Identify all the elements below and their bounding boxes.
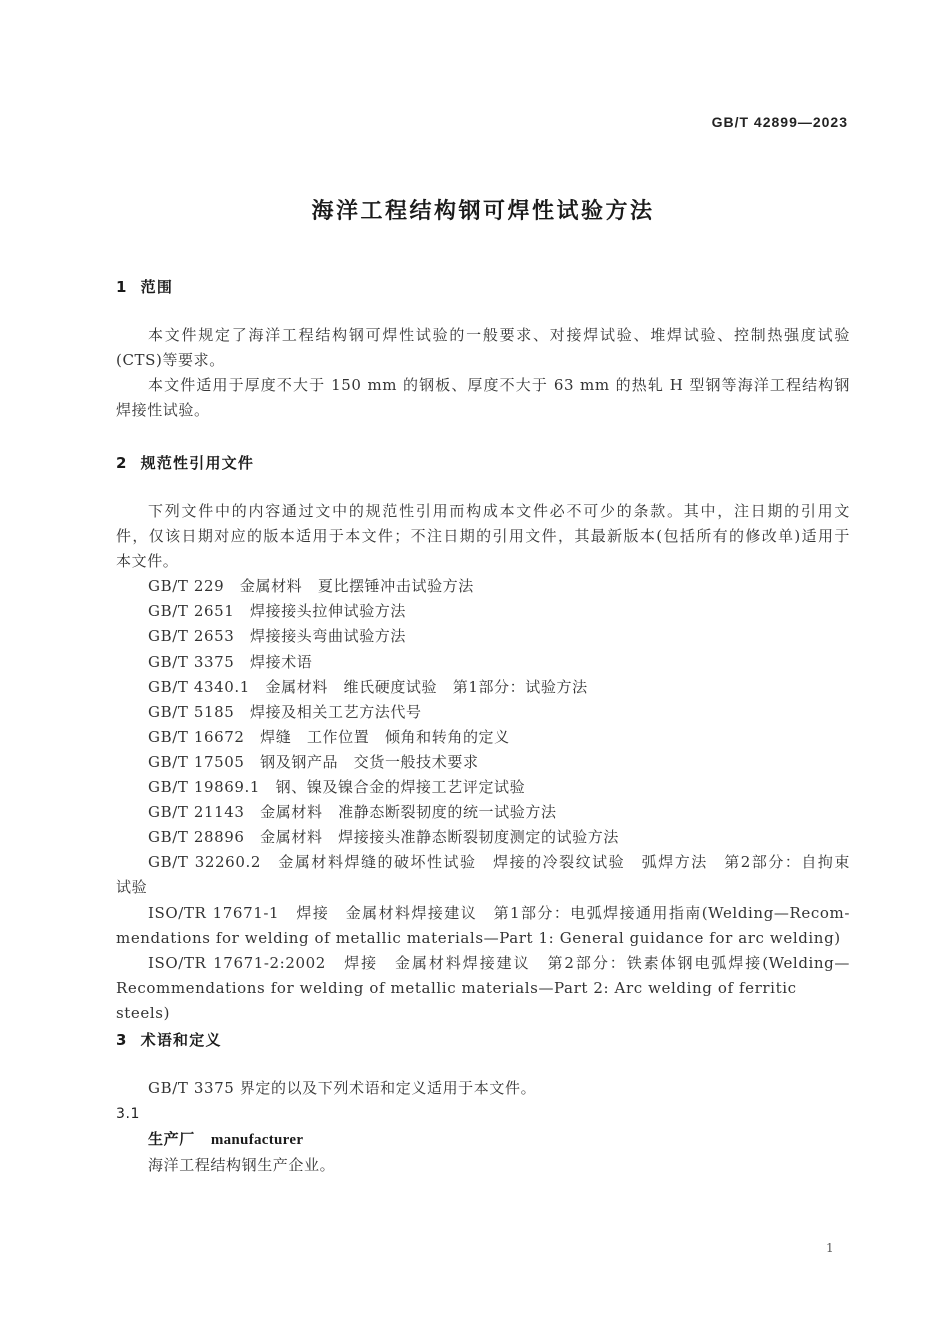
normative-references-body: [116, 499, 850, 1022]
section-heading-terms-and-definitions: [116, 1028, 222, 1053]
reference-line: GB/T 2651 焊接接头拉伸试验方法: [148, 602, 407, 621]
term-chinese: 生产厂: [148, 1130, 195, 1149]
term-english: manufacturer: [210, 1132, 304, 1149]
term-entry: [116, 1127, 850, 1153]
reference-item: [116, 599, 850, 624]
section-heading-scope: [116, 275, 173, 300]
reference-item: [116, 675, 850, 700]
reference-item: [116, 700, 850, 725]
reference-item: [116, 624, 850, 649]
reference-line: mendations for welding of metallic materials—Part 1: General guidance for arc welding): [116, 928, 841, 947]
reference-item: [116, 750, 850, 775]
reference-item: [116, 574, 850, 599]
section-heading-normative-references: [116, 451, 254, 476]
reference-line: GB/T 3375 焊接术语: [148, 652, 313, 671]
reference-line: GB/T 229 金属材料 夏比摆锤冲击试验方法: [148, 577, 474, 596]
scope-body: [116, 323, 850, 423]
reference-line: GB/T 28896 金属材料 焊接接头准静态断裂韧度测定的试验方法: [148, 828, 619, 847]
section-number: 2: [116, 454, 128, 472]
reference-item: [116, 800, 850, 825]
term-definition: 海洋工程结构钢生产企业。: [148, 1156, 336, 1175]
section-number: 3: [116, 1031, 128, 1049]
reference-item: [116, 951, 850, 1022]
paragraph-line: 焊接性试验。: [116, 401, 210, 419]
reference-line: GB/T 4340.1 金属材料 维氏硬度试验 第1部分：试验方法: [148, 677, 588, 696]
reference-item: [116, 825, 850, 850]
terms-body: [116, 1076, 850, 1179]
paragraph-line: 件，仅该日期对应的版本适用于本文件；不注日期的引用文件，其最新版本(包括所有的修改单)适用于: [116, 527, 850, 546]
reference-line: GB/T 17505 钢及钢产品 交货一般技术要求: [148, 752, 479, 771]
section-title: 规范性引用文件: [140, 454, 255, 472]
reference-line: GB/T 2653 焊接接头弯曲试验方法: [148, 627, 407, 646]
reference-line: ISO/TR 17671-2:2002 焊接 金属材料焊接建议 第2部分：铁素体钢电弧焊接(Welding—: [148, 953, 850, 972]
reference-line: GB/T 32260.2 金属材料焊缝的破坏性试验 焊接的冷裂纹试验 弧焊方法 第2部分：自拘束: [148, 853, 850, 872]
document-title: 海洋工程结构钢可焊性试验方法: [311, 199, 655, 224]
reference-item: [116, 901, 850, 951]
paragraph-line: 本文件规定了海洋工程结构钢可焊性试验的一般要求、对接焊试验、堆焊试验、控制热强度试验: [148, 326, 850, 344]
reference-item: [116, 850, 850, 900]
reference-item: [116, 775, 850, 800]
reference-line: GB/T 19869.1 钢、镍及镍合金的焊接工艺评定试验: [148, 778, 526, 797]
reference-item: [116, 650, 850, 675]
section-title: 术语和定义: [140, 1031, 222, 1049]
reference-line: GB/T 5185 焊接及相关工艺方法代号: [148, 702, 422, 721]
term-clause-number: 3.1: [116, 1105, 141, 1122]
standard-number: GB/T 42899—2023: [711, 114, 848, 130]
paragraph-line: GB/T 3375 界定的以及下列术语和定义适用于本文件。: [148, 1079, 537, 1097]
reference-line: ISO/TR 17671-1 焊接 金属材料焊接建议 第1部分：电弧焊接通用指南(Welding—Recom-: [148, 903, 850, 922]
paragraph-line: (CTS)等要求。: [116, 351, 225, 369]
reference-line: Recommendations for welding of metallic materials—Part 2: Arc welding of ferritic steels): [116, 978, 797, 1022]
reference-line: GB/T 16672 焊缝 工作位置 倾角和转角的定义: [148, 727, 510, 746]
reference-line: 试验: [116, 878, 148, 897]
paragraph-line: 本文件。: [116, 552, 179, 571]
reference-line: GB/T 21143 金属材料 准静态断裂韧度的统一试验方法: [148, 803, 557, 822]
paragraph-line: 本文件适用于厚度不大于 150 mm 的钢板、厚度不大于 63 mm 的热轧 H 型钢等海洋工程结构钢: [148, 376, 850, 394]
section-number: 1: [116, 278, 128, 296]
section-title: 范围: [140, 278, 174, 296]
paragraph-line: 下列文件中的内容通过文中的规范性引用而构成本文件必不可少的条款。其中，注日期的引用文: [148, 502, 850, 520]
reference-item: [116, 725, 850, 750]
page-number: 1: [826, 1241, 834, 1255]
